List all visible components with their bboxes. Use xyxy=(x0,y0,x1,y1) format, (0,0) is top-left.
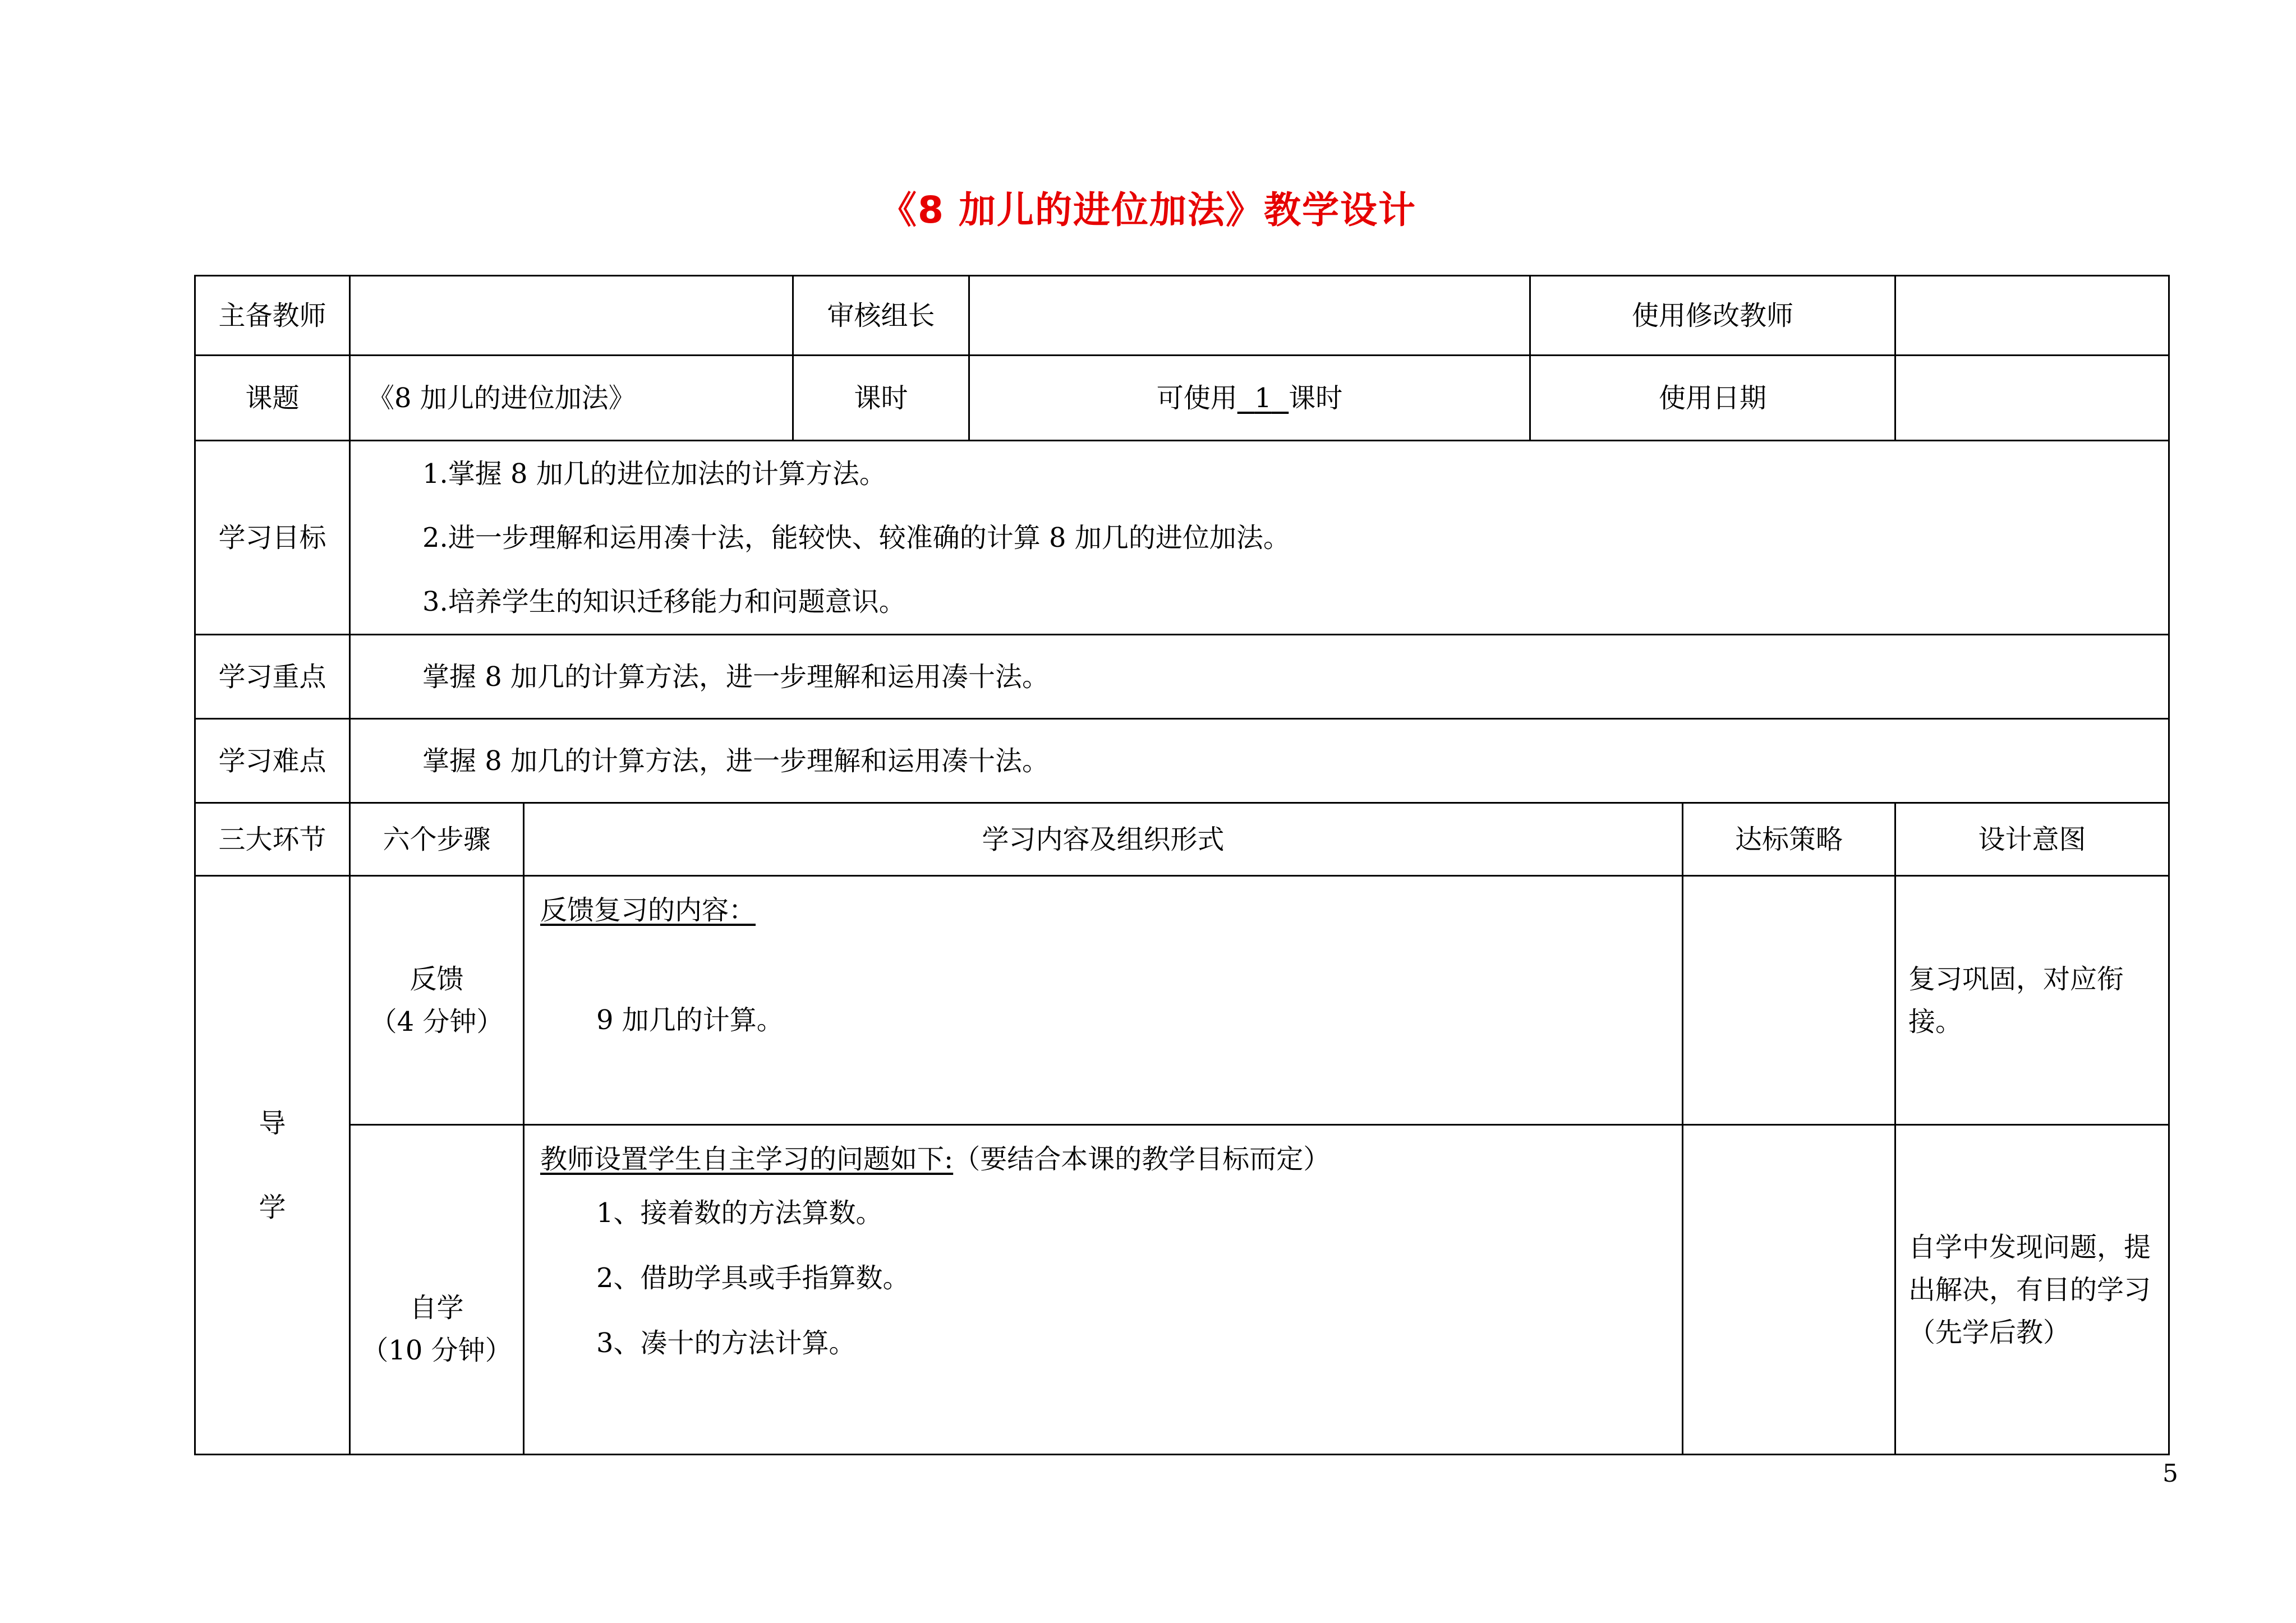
objective-item: 1.掌握 8 加几的进位加法的计算方法。 xyxy=(422,458,886,490)
column-header-row xyxy=(195,803,2169,876)
step-self-study-cell xyxy=(350,1125,524,1455)
objective-item: 3.培养学生的知识迁移能力和问题意识。 xyxy=(422,585,906,617)
key-points-text: 掌握 8 加几的计算方法，进一步理解和运用凑十法。 xyxy=(350,635,2169,719)
content-lead: 反馈复习的内容： xyxy=(540,895,756,926)
hours-suffix: 课时 xyxy=(1289,382,1343,414)
label-class-hours: 课时 xyxy=(793,356,969,441)
page-title: 《8 加儿的进位加法》教学设计 xyxy=(880,188,1416,232)
usage-date-value xyxy=(1895,356,2169,441)
label-reviewer: 审核组长 xyxy=(793,276,969,356)
label-difficulties: 学习难点 xyxy=(195,719,350,803)
content-item: 2、借助学具或手指算数。 xyxy=(596,1262,910,1294)
label-key-points: 学习重点 xyxy=(195,635,350,719)
content-lead: 教师设置学生自主学习的问题如下: xyxy=(540,1144,954,1175)
objective-item: 2.进一步理解和运用凑十法，能较快、较准确的计算 8 加几的进位加法。 xyxy=(422,522,1290,554)
content-item: 1、接着数的方法算数。 xyxy=(596,1197,883,1229)
step-name: 反馈 xyxy=(409,963,464,995)
step-time: （4 分钟） xyxy=(370,1006,504,1038)
step-self-study-strategy xyxy=(1683,1125,1895,1455)
col-header-stages: 三大环节 xyxy=(195,803,350,876)
label-main-teacher: 主备教师 xyxy=(195,276,350,356)
stage-guided-learning xyxy=(195,876,350,1455)
topic-value: 《8 加儿的进位加法》 xyxy=(350,356,793,441)
step-self-study-intent: 自学中发现问题，提出解决，有目的学习（先学后教） xyxy=(1895,1125,2169,1455)
step-time: （10 分钟） xyxy=(361,1334,512,1366)
label-topic: 课题 xyxy=(195,356,350,441)
page-number: 5 xyxy=(2162,1459,2178,1488)
stage-char: 导 xyxy=(259,1107,286,1139)
content-item: 3、凑十的方法计算。 xyxy=(596,1327,856,1359)
reviewer-value xyxy=(969,276,1530,356)
hours-number: 1 xyxy=(1254,382,1272,414)
label-objectives: 学习目标 xyxy=(195,441,350,635)
objectives-list xyxy=(350,441,2169,635)
difficulties-row xyxy=(195,719,2169,803)
col-header-strategy: 达标策略 xyxy=(1683,803,1895,876)
step-feedback-cell xyxy=(350,876,524,1125)
col-header-intent: 设计意图 xyxy=(1895,803,2169,876)
objectives-row xyxy=(195,441,2169,635)
main-teacher-value xyxy=(350,276,793,356)
col-header-steps: 六个步骤 xyxy=(350,803,524,876)
step-feedback-content xyxy=(524,876,1683,1125)
label-modifying-teacher: 使用修改教师 xyxy=(1530,276,1895,356)
content-lead-note: （要结合本课的教学目标而定） xyxy=(953,1144,1331,1175)
label-usage-date: 使用日期 xyxy=(1530,356,1895,441)
class-hours-value xyxy=(969,356,1530,441)
stage-char: 学 xyxy=(259,1191,286,1223)
content-item: 9 加几的计算。 xyxy=(596,1004,784,1036)
step-row-self-study xyxy=(195,1125,2169,1455)
step-name: 自学 xyxy=(409,1292,464,1324)
hours-prefix: 可使用 xyxy=(1156,382,1237,414)
step-feedback-intent: 复习巩固，对应衔接。 xyxy=(1895,876,2169,1125)
header-row-teachers xyxy=(195,276,2169,356)
difficulties-text: 掌握 8 加几的计算方法，进一步理解和运用凑十法。 xyxy=(350,719,2169,803)
lesson-plan-table xyxy=(194,275,2170,1455)
modifying-teacher-value xyxy=(1895,276,2169,356)
header-row-topic xyxy=(195,356,2169,441)
step-feedback-strategy xyxy=(1683,876,1895,1125)
key-points-row xyxy=(195,635,2169,719)
step-row-feedback xyxy=(195,876,2169,1125)
col-header-content: 学习内容及组织形式 xyxy=(524,803,1683,876)
step-self-study-content xyxy=(524,1125,1683,1455)
